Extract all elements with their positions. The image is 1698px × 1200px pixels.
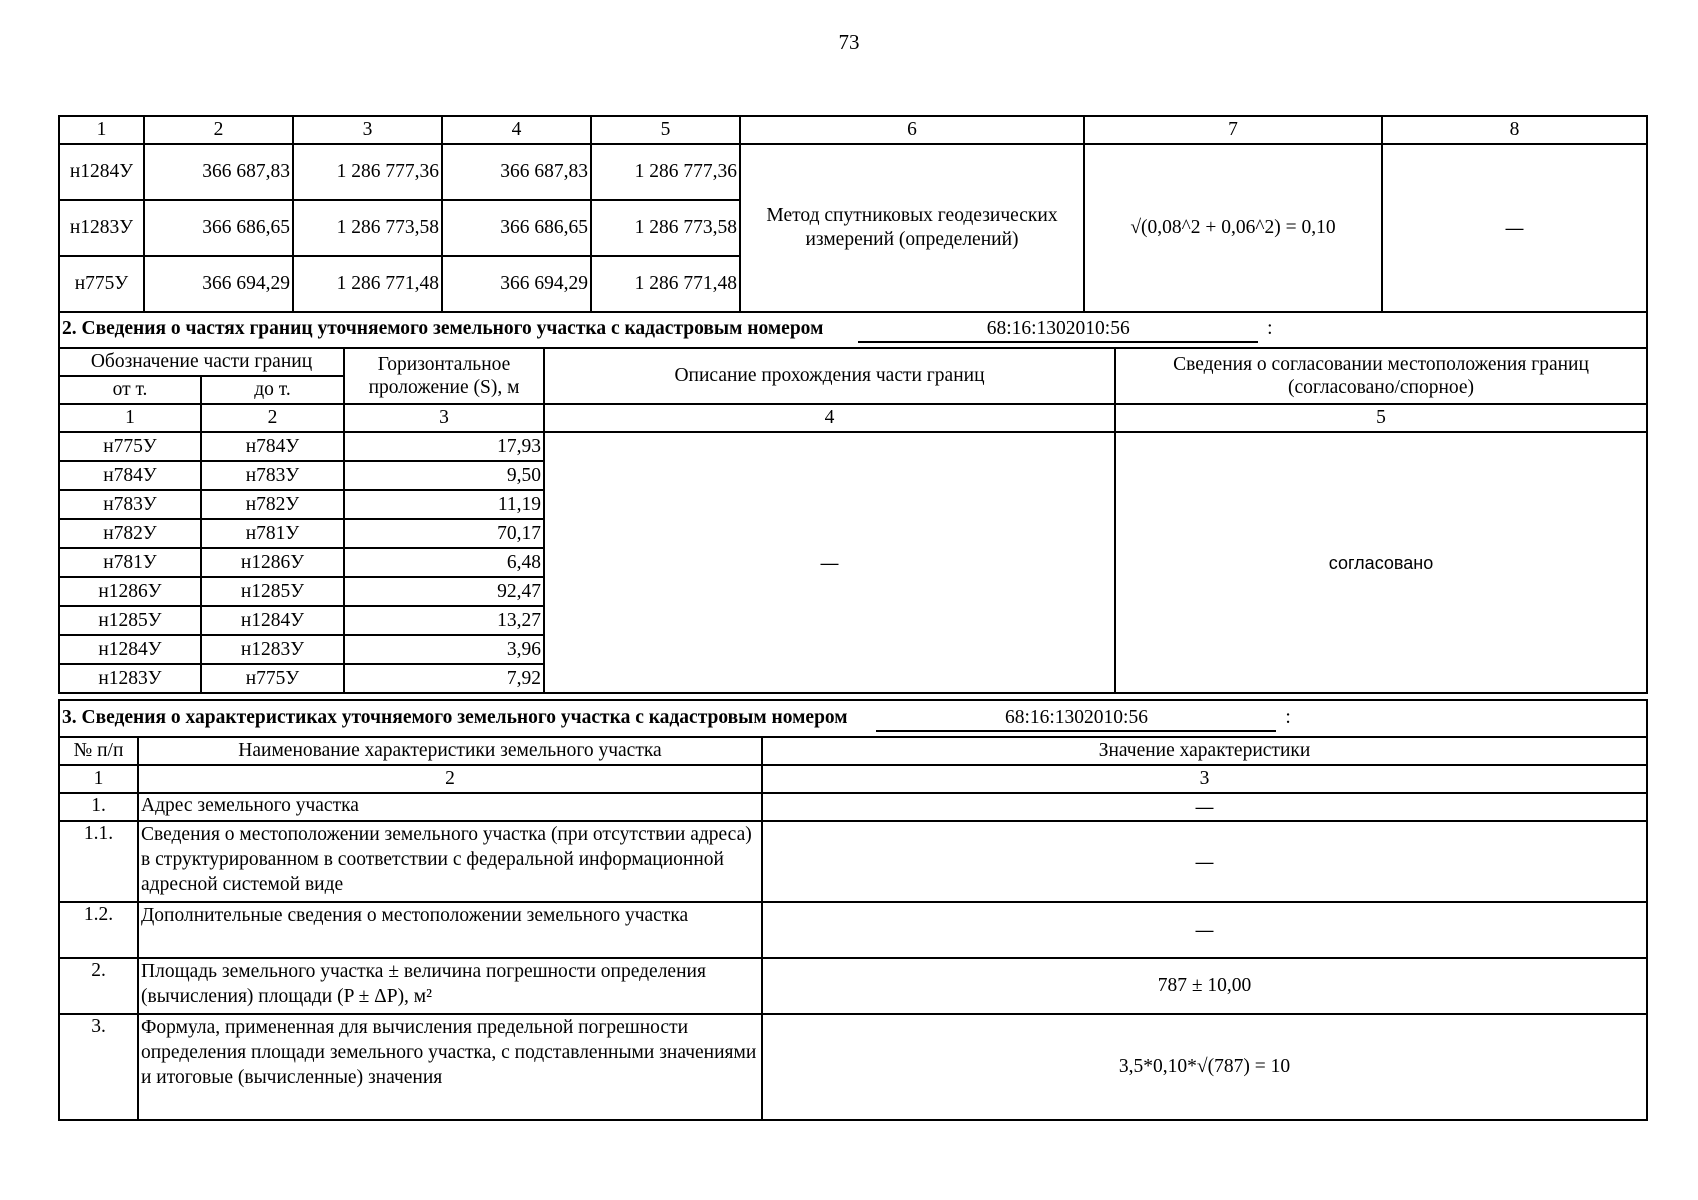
section2-number-row [59,404,1647,432]
from-point: н782У [59,519,201,548]
header-cell: 8 [1382,116,1647,144]
distance: 11,19 [344,490,544,519]
to-point: н1285У [201,577,344,606]
from-point: н784У [59,461,201,490]
section2-title-row [59,312,1647,348]
characteristic-value: — [762,902,1647,958]
characteristic-value: — [762,821,1647,902]
point-name: н1283У [59,200,144,256]
to-point: н775У [201,664,344,693]
table-header-row [59,116,1647,144]
from-point: н775У [59,432,201,461]
description-value: — [544,432,1115,693]
coord-y-new: 1 286 777,36 [591,144,740,200]
header-cell: 5 [591,116,740,144]
table-row [59,432,1647,461]
header-cell: 3 [293,116,442,144]
coord-x: 366 694,29 [144,256,293,312]
description-header: Описание прохождения части границ [544,348,1115,404]
row-number: 1. [59,793,138,821]
characteristic-value: 3,5*0,10*√(787) = 10 [762,1014,1647,1120]
from-header: от т. [59,376,201,404]
section3-title-text: 3. Сведения о характеристиках уточняемого земельного участка с кадастровым номером [62,706,848,728]
table-row [59,1014,1647,1120]
coord-y: 1 286 771,48 [293,256,442,312]
col8-value: — [1382,144,1647,312]
table-row [59,144,1647,200]
to-point: н1283У [201,635,344,664]
characteristics-table [58,699,1648,1121]
section2-title [59,312,1647,348]
coord-y-new: 1 286 771,48 [591,256,740,312]
characteristic-name: Дополнительные сведения о местоположении земельного участка [138,902,762,958]
from-point: н783У [59,490,201,519]
point-name: н775У [59,256,144,312]
section2-cadastral-number: 68:16:1302010:56 [858,317,1258,343]
characteristic-value: — [762,793,1647,821]
to-point: н782У [201,490,344,519]
to-point: н1286У [201,548,344,577]
header-cell: 1 [59,116,144,144]
from-point: н1283У [59,664,201,693]
characteristic-value: 787 ± 10,00 [762,958,1647,1014]
column-number: 5 [1115,404,1647,432]
distance: 92,47 [344,577,544,606]
row-number: 3. [59,1014,138,1120]
distance: 13,27 [344,606,544,635]
section3-cadastral-number: 68:16:1302010:56 [876,706,1276,732]
from-point: н1286У [59,577,201,606]
from-point: н781У [59,548,201,577]
to-point: н781У [201,519,344,548]
distance: 7,92 [344,664,544,693]
column-number: 4 [544,404,1115,432]
agreement-value: согласовано [1115,432,1647,693]
row-number: 1.2. [59,902,138,958]
from-point: н1284У [59,635,201,664]
header-cell: 2 [144,116,293,144]
column-number: 3 [344,404,544,432]
section3-colon: : [1285,706,1291,728]
header-cell: 4 [442,116,591,144]
section3-number-row [59,765,1647,793]
characteristic-name: Площадь земельного участка ± величина погрешности определения (вычисления) площади (P ± ΔP), м² [138,958,762,1014]
coord-y: 1 286 777,36 [293,144,442,200]
coord-x-new: 366 687,83 [442,144,591,200]
num-header: № п/п [59,737,138,765]
characteristic-name: Формула, примененная для вычисления предельной погрешности определения площади земельного участка, с подставленными значениями и итоговые (вычисленные) значения [138,1014,762,1120]
table-row [59,821,1647,902]
designation-header: Обозначение части границ [59,348,344,376]
coordinates-table [58,115,1648,313]
column-number: 3 [762,765,1647,793]
section3-title [59,700,1647,737]
row-number: 2. [59,958,138,1014]
coord-y: 1 286 773,58 [293,200,442,256]
column-number: 2 [201,404,344,432]
to-point: н784У [201,432,344,461]
distance: 6,48 [344,548,544,577]
coord-x-new: 366 694,29 [442,256,591,312]
column-number: 1 [59,765,138,793]
section3-title-row [59,700,1647,737]
name-header: Наименование характеристики земельного участка [138,737,762,765]
to-header: до т. [201,376,344,404]
to-point: н783У [201,461,344,490]
table-row [59,958,1647,1014]
section2-title-text: 2. Сведения о частях границ уточняемого земельного участка с кадастровым номером [62,318,824,339]
characteristic-name: Сведения о местоположении земельного участка (при отсутствии адреса) в структурированном в соответствии с федеральной информационной адресной системой виде [138,821,762,902]
point-name: н1284У [59,144,144,200]
distance: 3,96 [344,635,544,664]
accuracy-formula: √(0,08^2 + 0,06^2) = 0,10 [1084,144,1382,312]
distance: 70,17 [344,519,544,548]
page-number: 73 [838,30,860,54]
agreement-header: Сведения о согласовании местоположения границ (согласовано/спорное) [1115,348,1647,404]
method-cell: Метод спутниковых геодезических измерений (определений) [740,144,1084,312]
horizontal-header: Горизонтальное проложение (S), м [344,348,544,404]
column-number: 2 [138,765,762,793]
section2-header-row [59,348,1647,376]
coord-x: 366 687,83 [144,144,293,200]
distance: 9,50 [344,461,544,490]
header-cell: 6 [740,116,1084,144]
to-point: н1284У [201,606,344,635]
section3-header-row [59,737,1647,765]
boundary-parts-table [58,311,1648,694]
coord-x-new: 366 686,65 [442,200,591,256]
from-point: н1285У [59,606,201,635]
characteristic-name: Адрес земельного участка [138,793,762,821]
value-header: Значение характеристики [762,737,1647,765]
table-row [59,902,1647,958]
column-number: 1 [59,404,201,432]
section2-colon: : [1267,318,1273,339]
header-cell: 7 [1084,116,1382,144]
table-row [59,793,1647,821]
row-number: 1.1. [59,821,138,902]
coord-y-new: 1 286 773,58 [591,200,740,256]
distance: 17,93 [344,432,544,461]
coord-x: 366 686,65 [144,200,293,256]
